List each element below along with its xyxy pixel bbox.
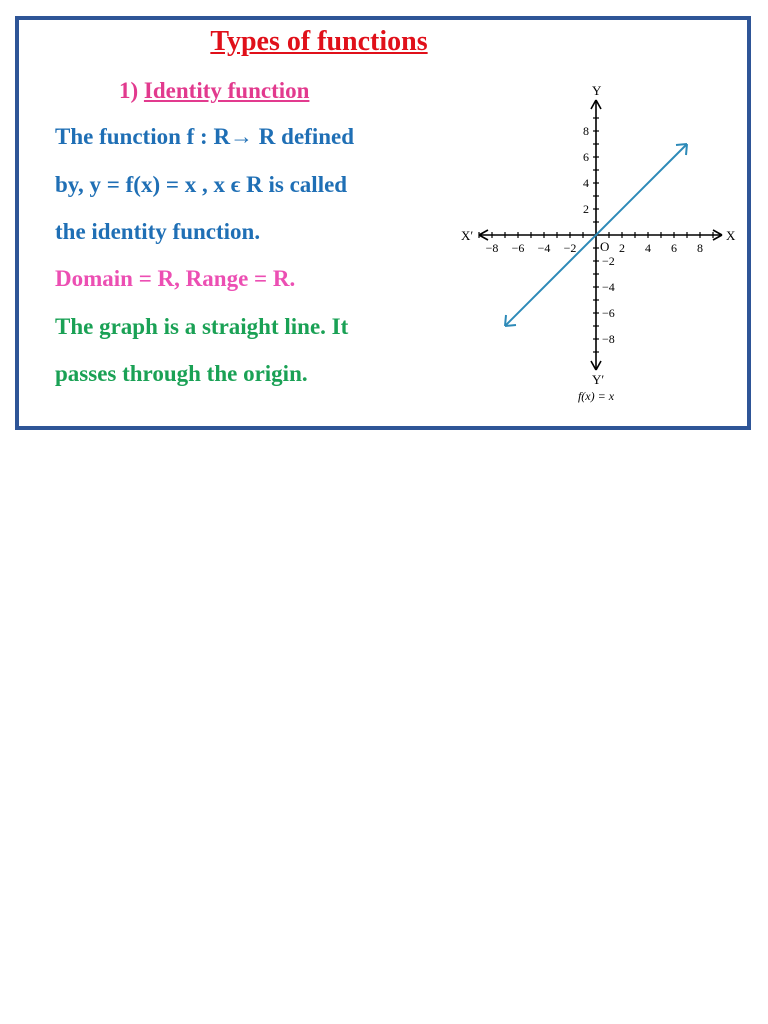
- graph-caption: f(x) = x: [577, 389, 615, 403]
- y-tick-label: −4: [602, 280, 615, 294]
- x-tick-label: −2: [563, 241, 577, 255]
- y-tick-label: 6: [583, 150, 589, 164]
- y-tick-label: −8: [602, 332, 615, 346]
- origin-label: O: [600, 239, 610, 254]
- y-tick-label: 8: [583, 124, 589, 138]
- section-number: 1): [119, 78, 139, 103]
- x-tick-label: 2: [619, 241, 625, 255]
- y-axis-label: Y: [592, 83, 602, 98]
- x-tick-label: 6: [671, 241, 677, 255]
- section-title: Identity function: [143, 78, 310, 103]
- y-axis-negative-label: Y′: [592, 372, 605, 387]
- definition-line-3: the identity function.: [55, 219, 261, 244]
- x-axis-negative-label: X′: [461, 228, 474, 243]
- x-tick-label: −6: [511, 241, 525, 255]
- y-tick-label: −6: [602, 306, 615, 320]
- x-tick-label: −4: [537, 241, 551, 255]
- x-axis-label: X: [726, 228, 736, 243]
- identity-function-graph: [439, 82, 736, 404]
- y-tick-label: 4: [583, 176, 589, 190]
- section-heading: [119, 78, 309, 104]
- y-tick-label: 2: [583, 202, 589, 216]
- graph-note-line-1: The graph is a straight line. It: [55, 314, 349, 339]
- slide-title: Types of functions: [210, 26, 428, 57]
- x-tick-label: −8: [485, 241, 499, 255]
- y-tick-label: −2: [602, 254, 615, 268]
- definition-line-1: The function f : R→ R defined: [55, 124, 355, 149]
- definition-line-2: by, y = f(x) = x , x ϵ R is called: [55, 172, 348, 197]
- domain-range-line: Domain = R, Range = R.: [55, 266, 296, 291]
- slide: [15, 16, 751, 430]
- x-tick-label: 4: [645, 241, 651, 255]
- x-tick-label: 8: [697, 241, 703, 255]
- graph-note-line-2: passes through the origin.: [55, 361, 308, 386]
- axes: [479, 100, 722, 370]
